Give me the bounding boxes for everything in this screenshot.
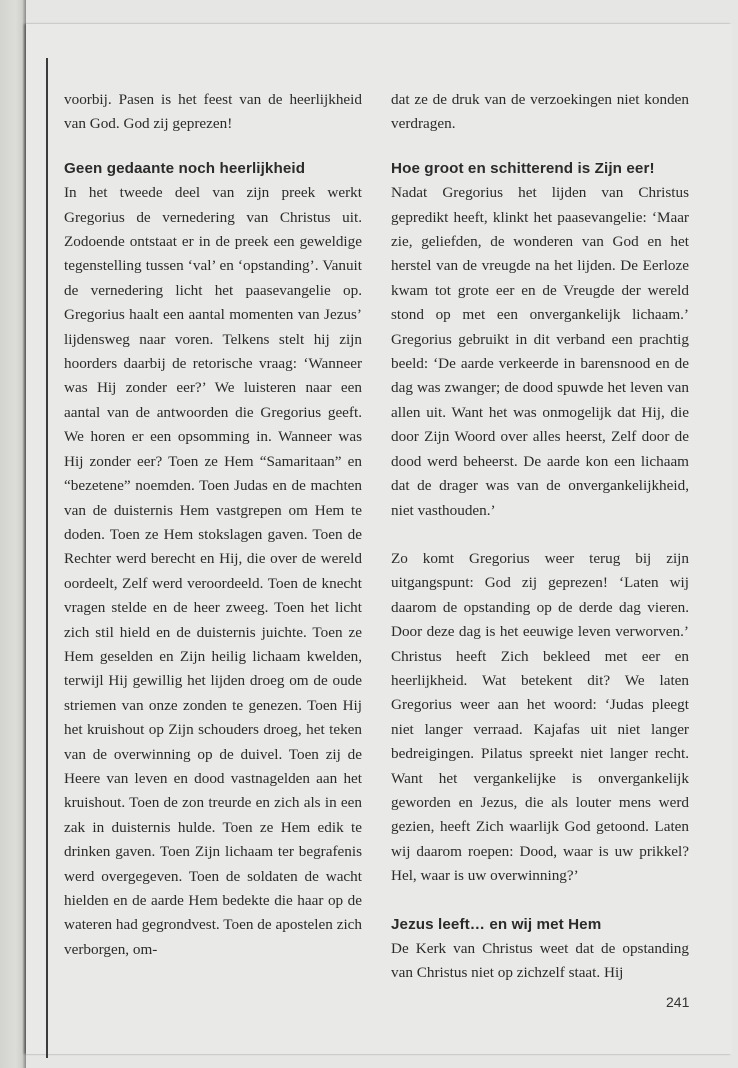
gutter-line xyxy=(46,58,48,1058)
right-section-heading-2: Jezus leeft… en wij met Hem xyxy=(391,915,602,933)
book-page xyxy=(26,24,732,1054)
scan-edge xyxy=(0,0,26,1068)
left-section-heading: Geen gedaante noch heerlijkheid xyxy=(64,159,306,177)
right-paragraph-3: De Kerk van Christus weet dat de opstanding van Christus niet op zichzelf staat. Hij xyxy=(391,940,689,982)
right-paragraph-2: Zo komt Gregorius weer terug bij zijn uitgangspunt: God zij geprezen! ‘Laten wij daarom de opstanding op de derde dag vieren. Door deze dag is het eeuwige leven verworven.’ Christus heeft Zich bekleed met eer en heerlijkheid. Wat betekent dit? We laten Gregorius weer aan het woord: ‘Judas pleegt niet langer verraad. Kajafas uit niet langer bedreigingen. Pilatus spreekt niet langer recht. Want het vergankelijke is onvergankelijk geworden en Jezus, die als louter mens werd gezien, heeft Zich waarlijk God getoond. Laten wij daarom roepen: Dood, waar is uw prikkel? Hel, waar is uw overwinning?’ xyxy=(391,549,689,885)
right-column xyxy=(391,88,689,986)
left-intro-paragraph: voorbij. Pasen is het feest van de heerlijkheid van God. God zij geprezen! xyxy=(64,91,362,133)
right-section-heading-1: Hoe groot en schitterend is Zijn eer! xyxy=(391,159,655,177)
left-body-paragraph: In het tweede deel van zijn preek werkt Gregorius de vernedering van Christus uit. Zodoende ontstaat er in de preek een geweldige tegenstelling tussen ‘val’ en ‘opstanding’. Vanuit de vernedering licht het paasevangelie op. Gregorius haalt een aantal momenten van Jezus’ lijdensweg naar voren. Telkens stelt hij zijn hoorders daarbij de retorische vraag: ‘Wanneer was Hij zonder eer?’ We luisteren naar een aantal van de antwoorden die Gregorius geeft. We horen er een opsomming in. Wanneer was Hij zonder eer? Toen ze Hem “Samaritaan” en “bezetene” noemden. Toen Judas en de machten van de duisternis Hem vastgrepen om Hem te doden. Toen ze Hem stokslagen gaven. Toen de Rechter werd berecht en Hij, die over de wereld oordeelt, Zelf werd veroordeeld. Toen de knecht vragen stelde en de heer zweeg. Toen het licht zich stil hield en de duisternis juichte. Toen ze Hem geselden en Zijn heilig lichaam kwelden, terwijl Hij gewillig het lijden droeg om de oude striemen van onze zonden te genezen. Toen Hij het kruishout op Zijn schouders droeg, het teken van de overwinning op de duivel. Toen zij de Heere van leven en dood vastnagelden aan het kruishout. Toen de zon treurde en zich als in een zak in duisternis hulde. Toen ze Hem edik te drinken gaven. Toen Zijn lichaam ter begrafenis werd overgegeven. Toen de soldaten de wacht hielden en de aarde Hem bedekte die haar op de wateren had gegrondvest. Toen de apostelen zich verborgen, om- xyxy=(64,184,362,958)
left-column xyxy=(64,88,362,962)
right-intro-paragraph: dat ze de druk van de verzoekingen niet konden verdragen. xyxy=(391,91,689,133)
page-number: 241 xyxy=(666,994,690,1010)
right-paragraph-1: Nadat Gregorius het lijden van Christus gepredikt heeft, klinkt het paasevangelie: ‘Maar zie, geliefden, de wonderen van God en het herstel van de vreugde na het lijden. De Eerloze kwam tot grote eer en de Vreugde der wereld stond op met een onvergankelijk lichaam.’ Gregorius gebruikt in dit verband een prachtig beeld: ‘De aarde verkeerde in barensnood en de dag was zwanger; de dood spuwde het leven van allen uit. Want het was onmogelijk dat Hij, die door Zijn Woord over alles heerst, Zelf door de dood werd beheerst. De aarde kon een lichaam dat de drager was van de onvergankelijkheid, niet vasthouden.’ xyxy=(391,184,689,519)
